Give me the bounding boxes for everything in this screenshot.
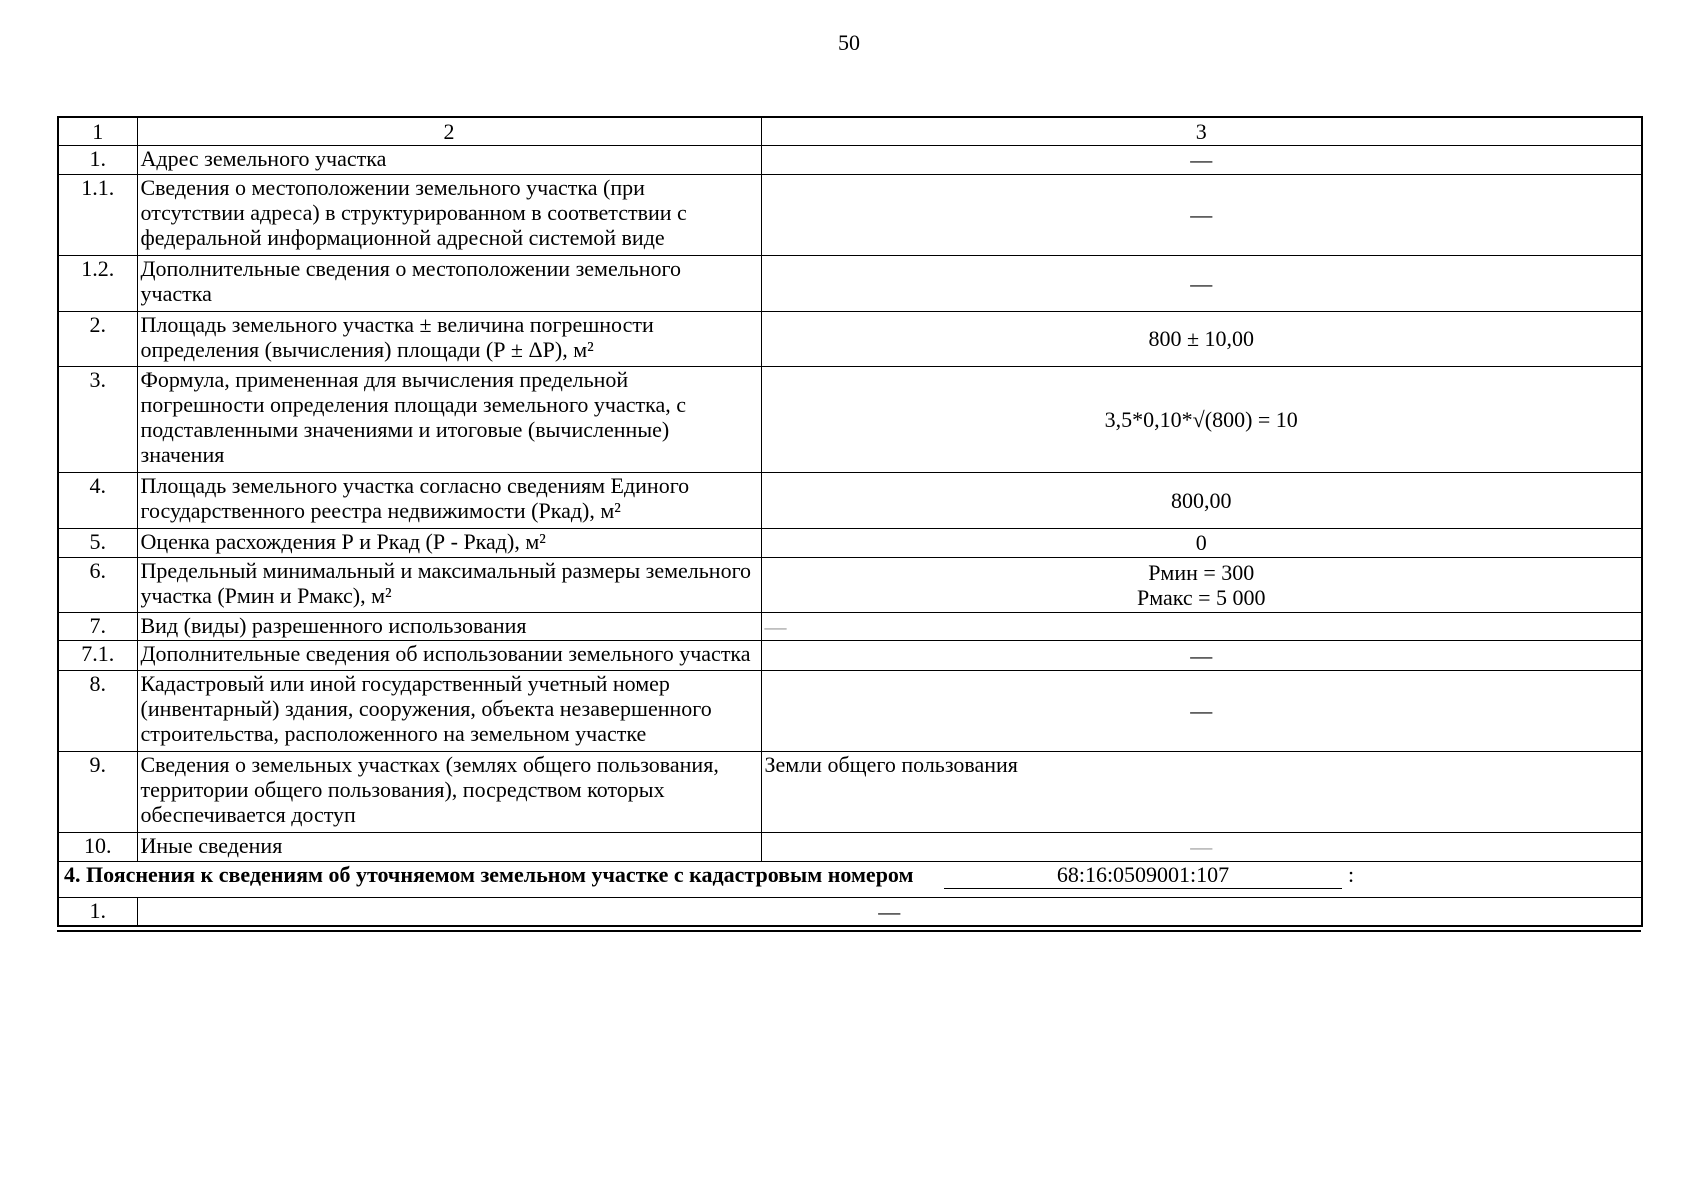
label-line: Кадастровый или иной государственный учетный номер [140,670,670,696]
section-4-header [58,861,1642,897]
label-line: погрешности определения площади земельного участка, с [140,391,687,417]
cadastral-number-field: 68:16:0509001:107 [944,862,1342,889]
table-row-9 [58,751,1642,832]
value-line: — [1190,270,1213,296]
label-line: отсутствии адреса) в структурированном в соответствии с [140,199,687,225]
label-line: обеспечивается доступ [140,801,356,827]
table-row-1-2 [58,255,1642,311]
value-line: — [1190,202,1213,227]
row-value [761,640,1642,670]
table-row-7-1 [58,640,1642,670]
row-number: 3. [58,366,137,472]
label-line: Площадь земельного участка согласно сведениям Единого [140,472,690,498]
label-line: территории общего пользования), посредством которых [140,776,665,802]
row-number: 10. [58,832,137,861]
row-number: 6. [58,557,137,612]
value-line: — [1190,834,1213,859]
label-line: значения [140,441,225,467]
row-number: 1. [58,897,137,926]
label-line: Площадь земельного участка ± величина погрешности [140,311,654,337]
table-row-2 [58,311,1642,366]
table-row-10 [58,832,1642,861]
value-line: Рмин = 300 [1148,559,1255,585]
header-col-3: 3 [761,117,1642,145]
value-line: — [1190,147,1213,172]
row-label [137,145,761,174]
value-line: — [764,613,787,639]
label-line: Сведения о местоположении земельного участка (при [140,174,645,200]
row-number: 1.1. [58,174,137,255]
row-number: 8. [58,670,137,751]
row-number: 4. [58,472,137,528]
header-col-2: 2 [137,117,761,145]
value-line: 800,00 [1171,487,1232,513]
label-line: федеральной информационной адресной системой виде [140,224,665,250]
label-line: Предельный минимальный и максимальный размеры земельного [140,557,752,583]
land-plot-info-table [57,116,1643,927]
row-value [761,145,1642,174]
label-line: Иные сведения [140,832,283,858]
value-line: — [1190,698,1213,723]
row-number: 2. [58,311,137,366]
label-line: Вид (виды) разрешенного использования [140,612,527,638]
row-value [137,897,1642,926]
table-row-8 [58,670,1642,751]
row-number: 1.2. [58,255,137,311]
section-4-colon: : [1348,861,1355,887]
value-line: 0 [1195,530,1207,555]
row-label [137,311,761,366]
label-line: подставленными значениями и итоговые (вычисленные) [140,416,670,442]
row-value [761,528,1642,557]
label-line: государственного реестра недвижимости (Ркад), м² [140,497,621,523]
value-line: 3,5*0,10*√(800) = 10 [1104,406,1298,432]
row-label [137,640,761,670]
label-line: Оценка расхождения Р и Ркад (Р - Ркад), м² [140,528,546,554]
page-number: 50 [838,30,860,55]
row-value [761,255,1642,311]
table-row-5 [58,528,1642,557]
header-col-1: 1 [58,117,137,145]
section-4-header-row [58,861,1642,897]
row-label [137,528,761,557]
row-value [761,472,1642,528]
row-number: 9. [58,751,137,832]
table-row-6 [58,557,1642,612]
label-line: Адрес земельного участка [140,145,387,171]
row-value [761,366,1642,472]
row-label [137,670,761,751]
row-value [761,670,1642,751]
row-label [137,472,761,528]
row-number: 7. [58,612,137,640]
table-row-7 [58,612,1642,640]
row-value [761,612,1642,640]
label-line: определения (вычисления) площади (Р ± ΔР), м² [140,336,594,362]
row-value [761,557,1642,612]
row-label [137,612,761,640]
row-label [137,366,761,472]
label-line: Дополнительные сведения об использовании земельного участка [140,640,751,666]
label-line: Формула, примененная для вычисления предельной [140,366,629,392]
label-line: участка (Рмин и Рмакс), м² [140,582,392,608]
row-number: 7.1. [58,640,137,670]
label-line: (инвентарный) здания, сооружения, объекта незавершенного [140,695,712,721]
section-4-row-1 [58,897,1642,926]
row-number: 1. [58,145,137,174]
row-value [761,311,1642,366]
table-bottom-double-line [57,930,1641,932]
table-row-3 [58,366,1642,472]
row-value [761,751,1642,832]
table-row-4 [58,472,1642,528]
table-row-1 [58,145,1642,174]
value-line: — [878,898,901,924]
label-line: участка [140,280,212,306]
value-line: Рмакс = 5 000 [1136,584,1266,610]
row-label [137,255,761,311]
value-line: — [1190,642,1213,668]
row-label [137,832,761,861]
value-line: Земли общего пользования [764,751,1018,777]
table-row-1-1 [58,174,1642,255]
section-4-title: 4. Пояснения к сведениям об уточняемом земельном участке с кадастровым номером [64,861,914,887]
label-line: Сведения о земельных участках (землях общего пользования, [140,751,719,777]
row-label [137,557,761,612]
row-value [761,174,1642,255]
row-number: 5. [58,528,137,557]
row-label [137,751,761,832]
row-value [761,832,1642,861]
label-line: строительства, расположенного на земельном участке [140,720,647,746]
label-line: Дополнительные сведения о местоположении земельного [140,255,681,281]
table-header-row [58,117,1642,145]
row-label [137,174,761,255]
value-line: 800 ± 10,00 [1148,326,1255,351]
